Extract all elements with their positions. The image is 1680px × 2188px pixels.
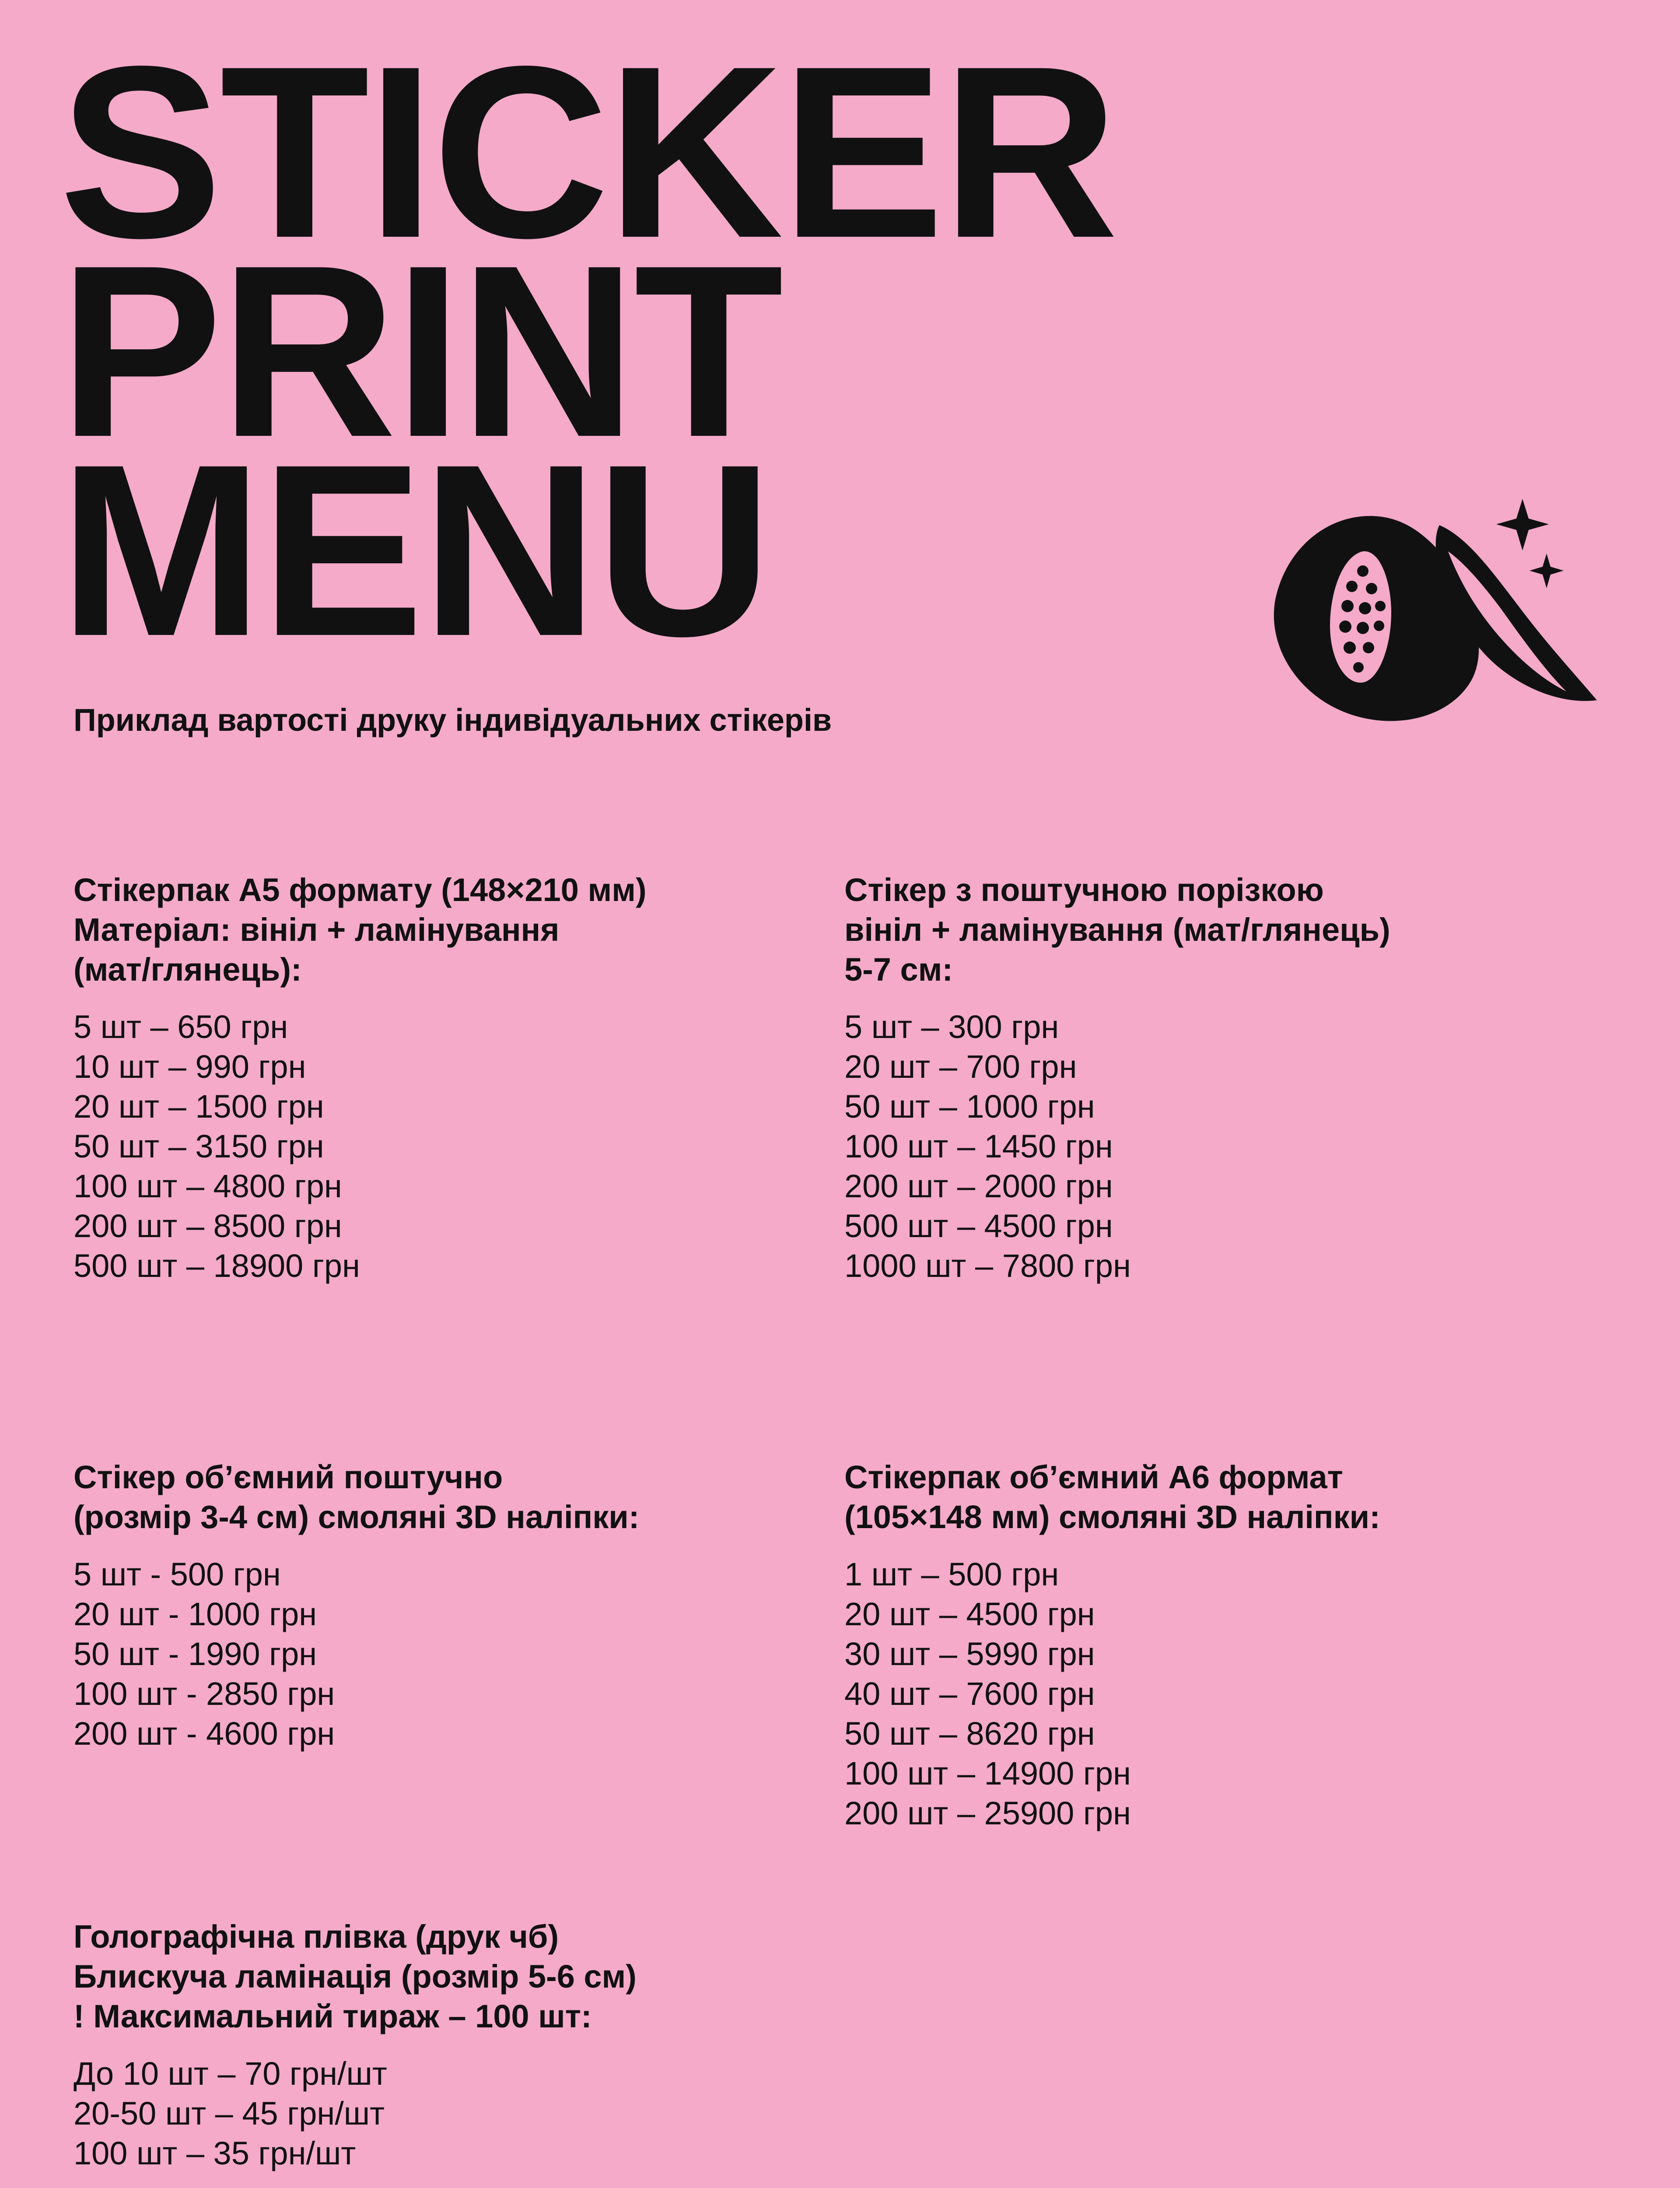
price-item: 100 шт - 2850 грн [74,1676,335,1712]
price-item: 50 шт – 8620 грн [844,1715,1095,1752]
price-list [74,2054,826,2173]
price-item: 1 шт – 500 грн [844,1556,1059,1592]
price-item: 500 шт – 4500 грн [844,1208,1113,1244]
price-section-a6-3d-stickerpack [844,1457,1597,1833]
section-heading [844,1457,1597,1537]
price-item: 50 шт – 1000 грн [844,1088,1095,1125]
price-item: 5 шт - 500 грн [74,1556,281,1592]
heading-line: Блискуча ламінація (розмір 5-6 см) [74,1958,637,1995]
heading-line: вініл + ламінування (мат/глянець) [844,912,1390,948]
price-section-3d-sticker [74,1457,826,1753]
price-list [74,1007,826,1286]
price-item: 5 шт – 300 грн [844,1009,1059,1045]
price-item: 40 шт – 7600 грн [844,1676,1095,1712]
price-section-holographic-film [74,1917,826,2173]
section-heading [74,1457,826,1537]
price-item: 20 шт – 700 грн [844,1048,1077,1085]
price-section-a5-stickerpack [74,870,826,1286]
price-item: 20 шт – 1500 грн [74,1088,324,1125]
price-item: 5 шт – 650 грн [74,1009,288,1045]
heading-line: (розмір 3-4 см) смоляні 3D наліпки: [74,1499,640,1535]
price-item: 100 шт – 35 грн/шт [74,2135,356,2171]
section-heading [844,870,1597,989]
price-item: 100 шт – 4800 грн [74,1168,342,1204]
price-item: 50 шт – 3150 грн [74,1128,324,1164]
price-item: 10 шт – 990 грн [74,1048,306,1085]
price-item: 1000 шт – 7800 грн [844,1248,1131,1284]
price-item: 200 шт – 8500 грн [74,1208,342,1244]
section-heading [74,1917,826,2036]
heading-line: ! Максимальний тираж – 100 шт: [74,1998,592,2034]
price-item: 100 шт – 1450 грн [844,1128,1113,1164]
heading-line: (105×148 мм) смоляні 3D наліпки: [844,1499,1380,1535]
heading-line: Стікер об’ємний поштучно [74,1459,503,1495]
heading-line: 5-7 см: [844,951,953,988]
heading-line: Стікер з поштучною порізкою [844,872,1324,908]
section-heading [74,870,826,989]
price-list [844,1007,1597,1286]
title-line-2: PRINT [59,214,781,488]
price-item: 200 шт – 25900 грн [844,1795,1131,1831]
page-title [59,15,1116,687]
heading-line: Стікерпак А5 формату (148×210 мм) [74,872,647,908]
price-item: 50 шт - 1990 грн [74,1636,317,1672]
price-item: 200 шт – 2000 грн [844,1168,1113,1204]
price-item: 20 шт - 1000 грн [74,1596,317,1632]
price-item: До 10 шт – 70 грн/шт [74,2055,387,2092]
price-list [844,1554,1597,1833]
price-item: 100 шт – 14900 грн [844,1755,1131,1792]
heading-line: Матеріал: вініл + ламінування [74,912,560,948]
price-list [74,1554,826,1753]
price-item: 30 шт – 5990 грн [844,1636,1095,1672]
title-line-3: MENU [59,413,770,687]
price-item: 500 шт – 18900 грн [74,1248,360,1284]
price-section-die-cut-sticker [844,870,1597,1286]
heading-line: Стікерпак об’ємний А6 формат [844,1459,1343,1495]
papaya-fruit-with-sparkles-icon [1264,499,1614,744]
price-item: 20-50 шт – 45 грн/шт [74,2095,385,2132]
title-line-1: STICKER [59,15,1116,289]
heading-line: (мат/глянець): [74,951,302,988]
price-item: 20 шт – 4500 грн [844,1596,1095,1632]
page-subtitle: Приклад вартості друку індивідуальних стікерів [74,703,832,738]
heading-line: Голографічна плівка (друк чб) [74,1918,559,1955]
price-item: 200 шт - 4600 грн [74,1715,335,1752]
